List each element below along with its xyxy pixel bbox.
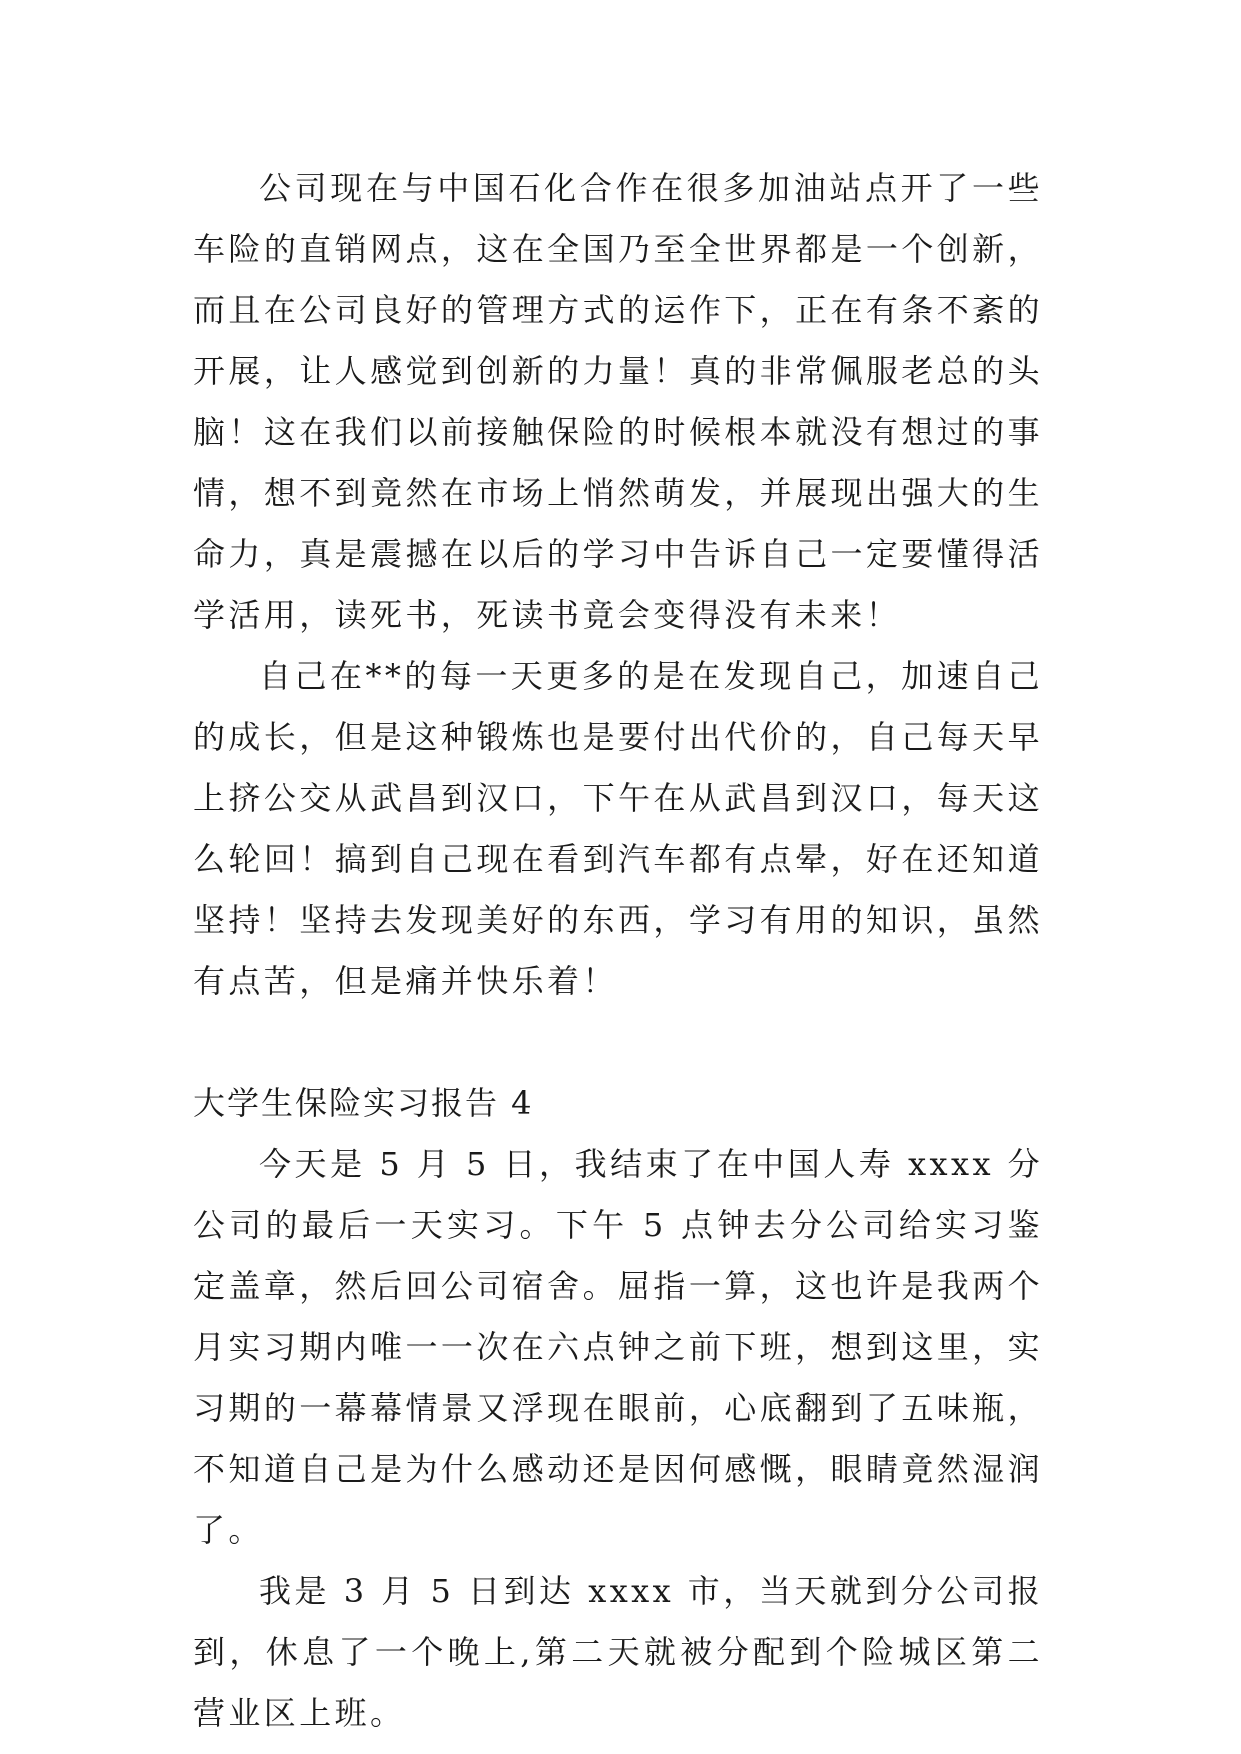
paragraph-2: 自己在**的每一天更多的是在发现自己，加速自己的成长，但是这种锻炼也是要付出代价的，自己每天早上挤公交从武昌到汉口，下午在从武昌到汉口，每天这么轮回！搞到自己现在看到汽车都有点晕，好在还知道坚持！坚持去发现美好的东西，学习有用的知识，虽然有点苦，但是痛并快乐着！: [193, 657, 1043, 1000]
document-body: [193, 158, 1043, 1744]
paragraph-1: 公司现在与中国石化合作在很多加油站点开了一些车险的直销网点，这在全国乃至全世界都是一个创新，而且在公司良好的管理方式的运作下，正在有条不紊的开展，让人感觉到创新的力量！真的非常佩服老总的头脑！这在我们以前接触保险的时候根本就没有想过的事情，想不到竟然在市场上悄然萌发，并展现出强大的生命力，真是震撼在以后的学习中告诉自己一定要懂得活学活用，读死书，死读书竟会变得没有未来！: [193, 169, 1043, 634]
paragraph-3: 今天是 5 月 5 日，我结束了在中国人寿 xxxx 分公司的最后一天实习。下午 5 点钟去分公司给实习鉴定盖章，然后回公司宿舍。屈指一算，这也许是我两个月实习期内唯一一次在六点钟之前下班，想到这里，实习期的一幕幕情景又浮现在眼前，心底翻到了五味瓶，不知道自己是为什么感动还是因何感慨，眼睛竟然湿润了。: [193, 1145, 1043, 1549]
paragraph-4: 我是 3 月 5 日到达 xxxx 市，当天就到分公司报到，休息了一个晚上,第二天就被分配到个险城区第二营业区上班。: [193, 1572, 1043, 1732]
section-title: 大学生保险实习报告 4: [193, 1084, 534, 1122]
